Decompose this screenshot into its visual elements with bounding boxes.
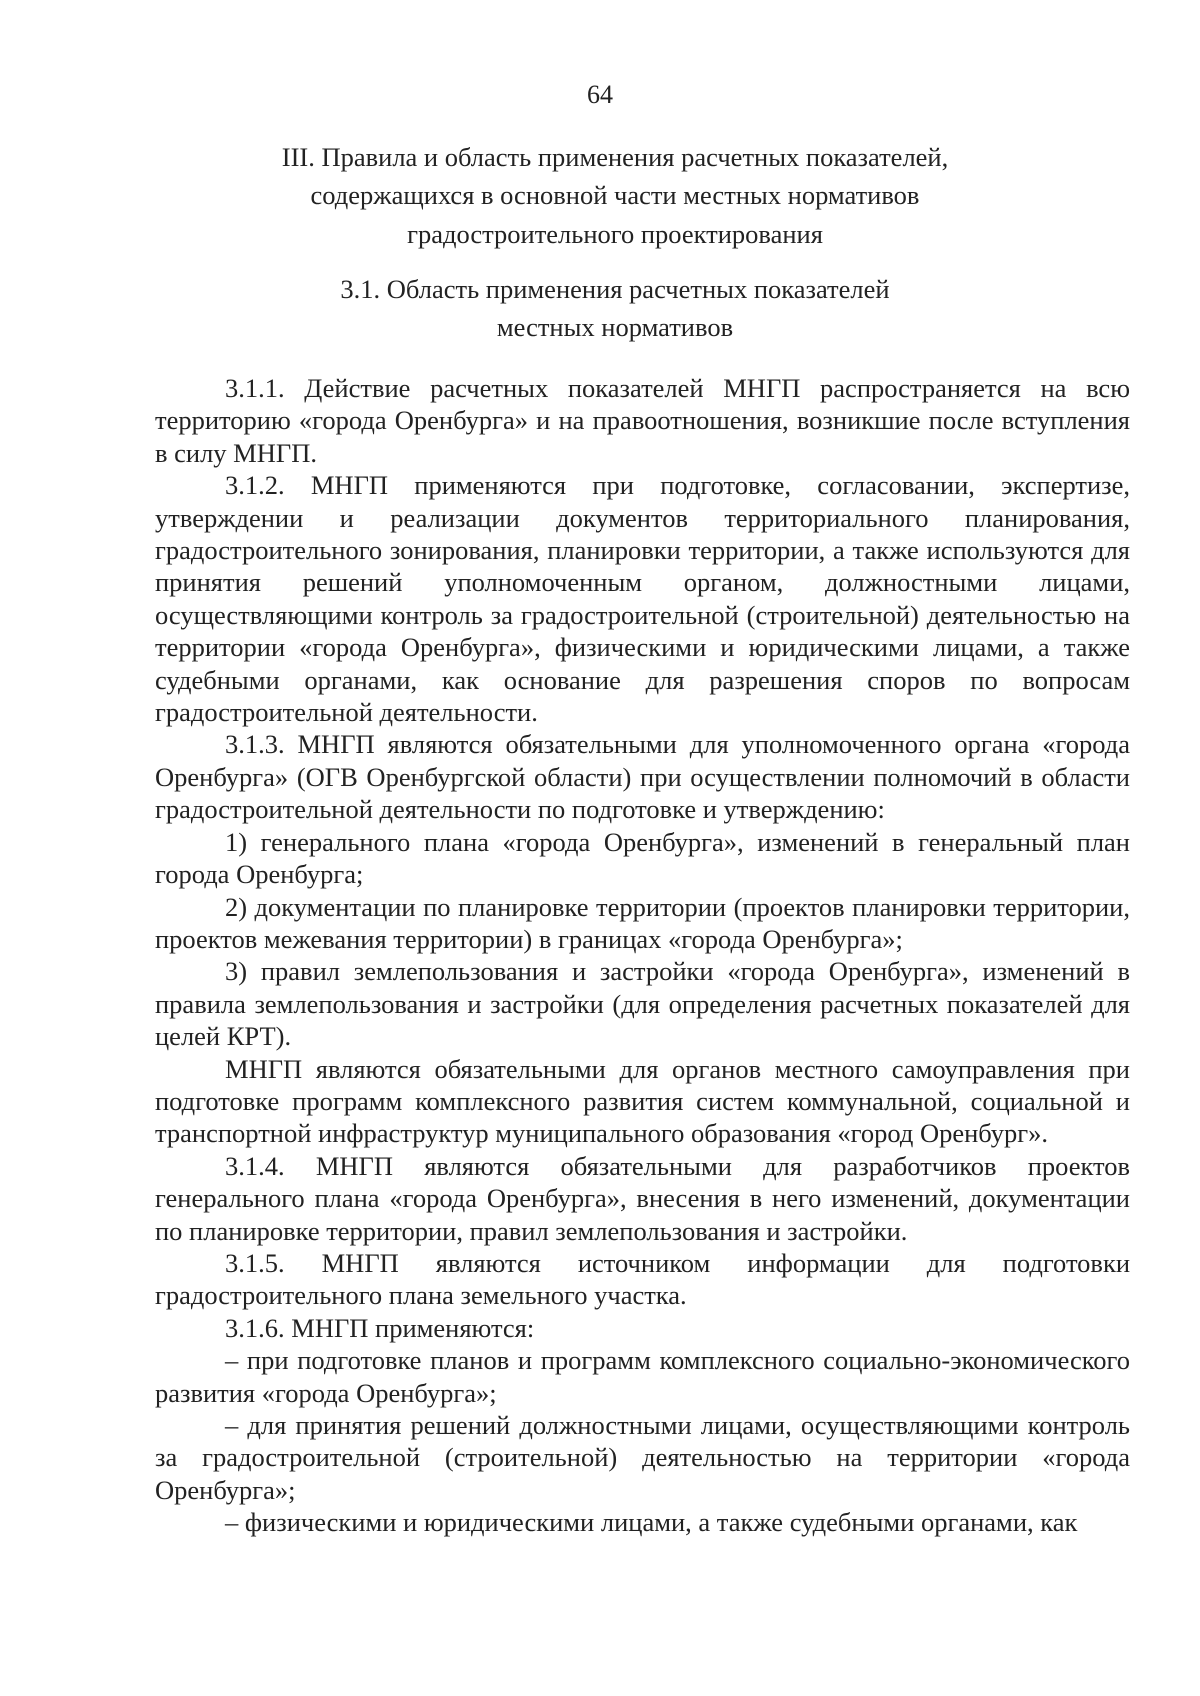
subsection-heading <box>150 270 1080 347</box>
section-heading-line: III. Правила и область применения расчетных показателей, <box>281 142 949 172</box>
paragraph-local-government: МНГП являются обязательными для органов местного самоуправления при подготовке программ комплексного развития систем коммунальной, социальной и транспортной инфраструктур муниципального образования «город Оренбург». <box>155 1053 1130 1149</box>
dash-item-1: – при подготовке планов и программ комплексного социально-экономического развития «города Оренбурга»; <box>155 1345 1130 1408</box>
paragraph-3-1-1: 3.1.1. Действие расчетных показателей МНГП распространяется на всю территорию «города Оренбурга» и на правоотношения, возникшие после вступления в силу МНГП. <box>155 373 1130 468</box>
list-item-1: 1) генерального плана «города Оренбурга», изменений в генеральный план города Оренбурга; <box>155 826 1130 890</box>
page-number: 64 <box>587 80 613 109</box>
subsection-heading-line: 3.1. Область применения расчетных показателей <box>340 274 890 304</box>
paragraph-3-1-3: 3.1.3. МНГП являются обязательными для уполномоченного органа «города Оренбурга» (ОГВ Оренбургской области) при осуществлении полномочий в области градостроительной деятельности по подготовке и утверждению: <box>155 729 1130 825</box>
dash-item-3: – физическими и юридическими лицами, а также судебными органами, как <box>225 1507 1078 1538</box>
dash-item-2: – для принятия решений должностными лицами, осуществляющими контроль за градостроительной (строительной) деятельностью на территории «города Оренбурга»; <box>155 1410 1130 1505</box>
paragraph-3-1-6: 3.1.6. МНГП применяются: <box>225 1312 535 1343</box>
section-heading-line: градостроительного проектирования <box>407 218 823 249</box>
list-item-2: 2) документации по планировке территории (проектов планировки территории, проектов межевания территории) в границах «города Оренбурга»; <box>155 891 1130 954</box>
paragraph-3-1-2: 3.1.2. МНГП применяются при подготовке, согласовании, экспертизе, утверждении и реализации документов территориального планирования, градостроительного зонирования, планировки территории, а также используются для принятия решений уполномоченным органом, должностными лицами, осуществляющими контроль за градостроительной (строительной) деятельностью на территории «города Оренбурга», физическими и юридическими лицами, а также судебными органами, как основание для разрешения споров по вопросам градостроительной деятельности. <box>155 470 1130 728</box>
paragraph-3-1-5: 3.1.5. МНГП являются источником информации для подготовки градостроительного плана земельного участка. <box>155 1247 1130 1311</box>
section-heading <box>150 138 1080 253</box>
section-heading-line: содержащихся в основной части местных нормативов <box>310 180 920 211</box>
body-text <box>155 372 1130 1539</box>
subsection-heading-line: местных нормативов <box>496 312 734 343</box>
paragraph-3-1-4: 3.1.4. МНГП являются обязательными для разработчиков проектов генерального плана «города Оренбурга», внесения в него изменений, документации по планировке территории, правил землепользования и застройки. <box>155 1150 1130 1246</box>
list-item-3: 3) правил землепользования и застройки «города Оренбурга», изменений в правила землепользования и застройки (для определения расчетных показателей для целей КРТ). <box>155 956 1130 1052</box>
